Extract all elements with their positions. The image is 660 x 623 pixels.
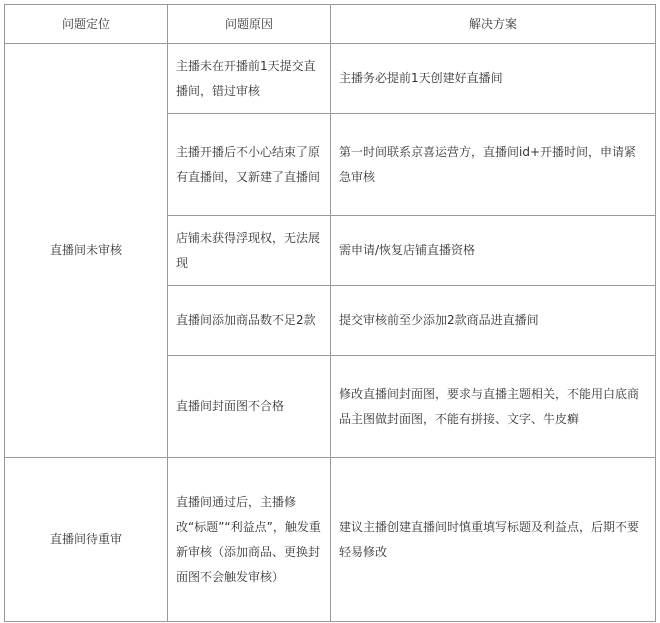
solution-cell: 主播务必提前1天创建好直播间 [331,44,656,114]
solution-cell: 修改直播间封面图，要求与直播主题相关，不能用白底商品主图做封面图，不能有拼接、文字、牛皮癣 [331,356,656,458]
cause-cell: 直播间通过后，主播修改“标题”“利益点”，触发重新审核（添加商品、更换封面图不会触发审核） [168,458,331,622]
cause-cell: 直播间添加商品数不足2款 [168,286,331,356]
troubleshooting-table [4,4,656,622]
solution-cell: 需申请/恢复店铺直播资格 [331,216,656,286]
cause-cell: 店铺未获得浮现权，无法展现 [168,216,331,286]
cause-cell: 主播开播后不小心结束了原有直播间，又新建了直播间 [168,114,331,216]
cause-cell: 直播间封面图不合格 [168,356,331,458]
header-solution: 解决方案 [331,5,656,44]
table-row [5,44,656,114]
header-row [5,5,656,44]
header-cause: 问题原因 [168,5,331,44]
table-row [5,458,656,622]
solution-cell: 建议主播创建直播间时慎重填写标题及利益点，后期不要轻易修改 [331,458,656,622]
position-cell-not-reviewed: 直播间未审核 [5,44,168,458]
solution-cell: 提交审核前至少添加2款商品进直播间 [331,286,656,356]
position-cell-pending-rereview: 直播间待重审 [5,458,168,622]
header-position: 问题定位 [5,5,168,44]
cause-cell: 主播未在开播前1天提交直播间，错过审核 [168,44,331,114]
solution-cell: 第一时间联系京喜运营方，直播间id+开播时间，申请紧急审核 [331,114,656,216]
